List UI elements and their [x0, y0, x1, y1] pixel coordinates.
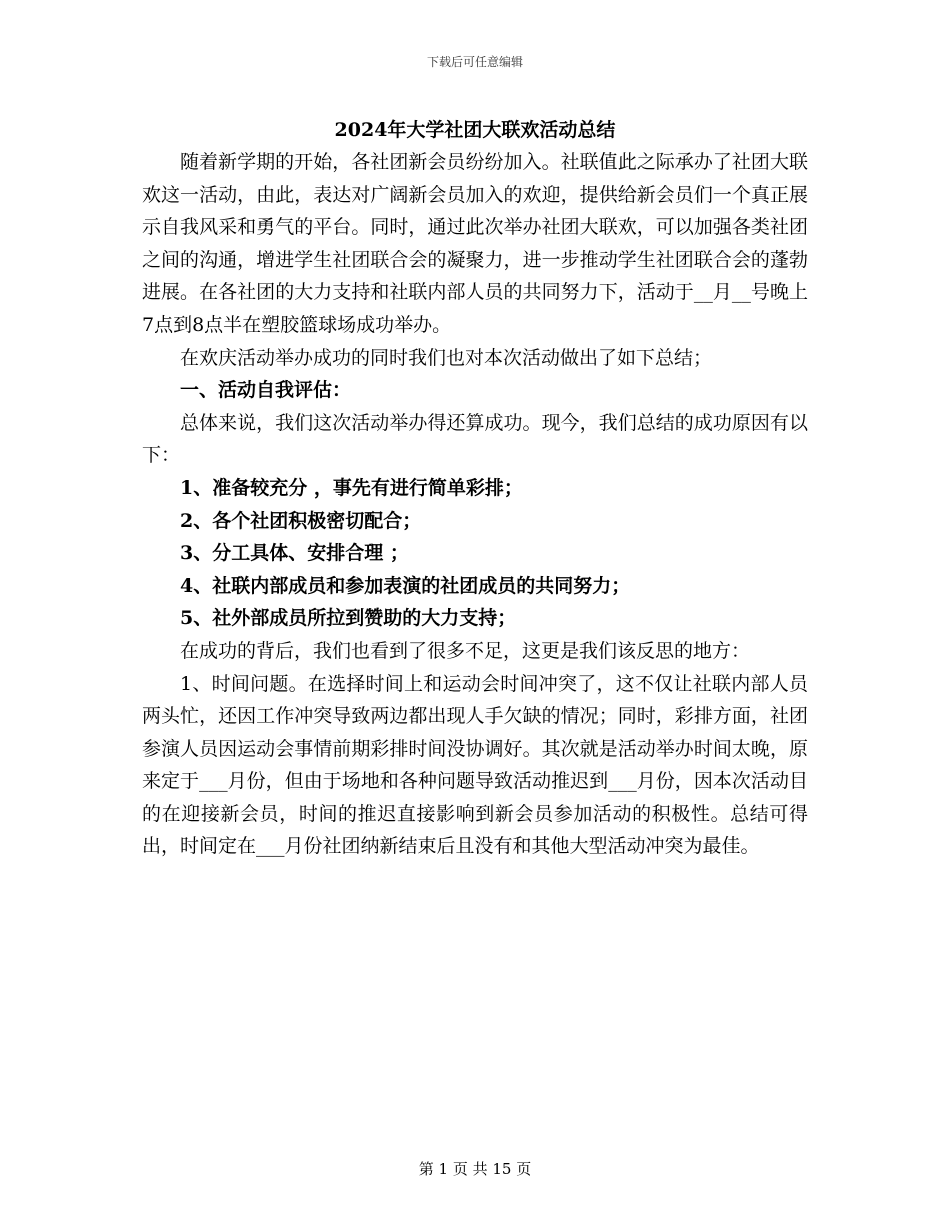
- success-item-3: 3、分工具体、安排合理 ；: [180, 542, 409, 565]
- success-item-2: 2、各个社团积极密切配合；: [180, 509, 422, 532]
- paragraph-time-issue: 1、时间问题。在选择时间上和运动会时间冲突了，这不仅让社联内部人员两头忙，还因工作冲突导致两边都出现人手欠缺的情况；同时，彩排方面，社团参演人员因运动会事情前期彩排时间没协调好。其次就是活动举办时间太晚，原来定于___月份，但由于场地和各种问题导致活动推迟到___月份，因本次活动目的在迎接新会员，时间的推迟直接影响到新会员参加活动的积极性。总结可得出，时间定在___月份社团纳新结束后且没有和其他大型活动冲突为最佳。: [142, 672, 808, 858]
- document-title: 2024年大学社团大联欢活动总结: [334, 119, 616, 141]
- success-item-4: 4、社联内部成员和参加表演的社团成员的共同努力；: [180, 574, 631, 597]
- success-item-5: 5、社外部成员所拉到赞助的大力支持；: [180, 607, 517, 630]
- success-item-1: 1、准备较充分 ，事先有进行简单彩排；: [180, 476, 523, 499]
- paragraph-overall: 总体来说，我们这次活动举办得还算成功。现今，我们总结的成功原因有以下：: [142, 411, 808, 467]
- section-heading-self-evaluation: 一、活动自我评估：: [180, 379, 352, 402]
- paragraph-summary-lead: 在欢庆活动举办成功的同时我们也对本次活动做出了如下总结；: [180, 346, 713, 369]
- paragraph-shortcomings-lead: 在成功的背后，我们也看到了很多不足，这更是我们该反思的地方：: [180, 639, 751, 662]
- document-body: [142, 146, 808, 863]
- page-footer: 第 1 页 共 15 页: [418, 1160, 532, 1178]
- paragraph-intro: 随着新学期的开始，各社团新会员纷纷加入。社联值此之际承办了社团大联欢这一活动，由此，表达对广阔新会员加入的欢迎，提供给新会员们一个真正展示自我风采和勇气的平台。同时，通过此次举办社团大联欢，可以加强各类社团之间的沟通，增进学生社团联合会的凝聚力，进一步推动学生社团联合会的蓬勃进展。在各社团的大力支持和社联内部人员的共同努力下，活动于__月__号晚上7点到8点半在塑胶篮球场成功举办。: [142, 151, 808, 336]
- header-note: 下载后可任意编辑: [426, 55, 523, 69]
